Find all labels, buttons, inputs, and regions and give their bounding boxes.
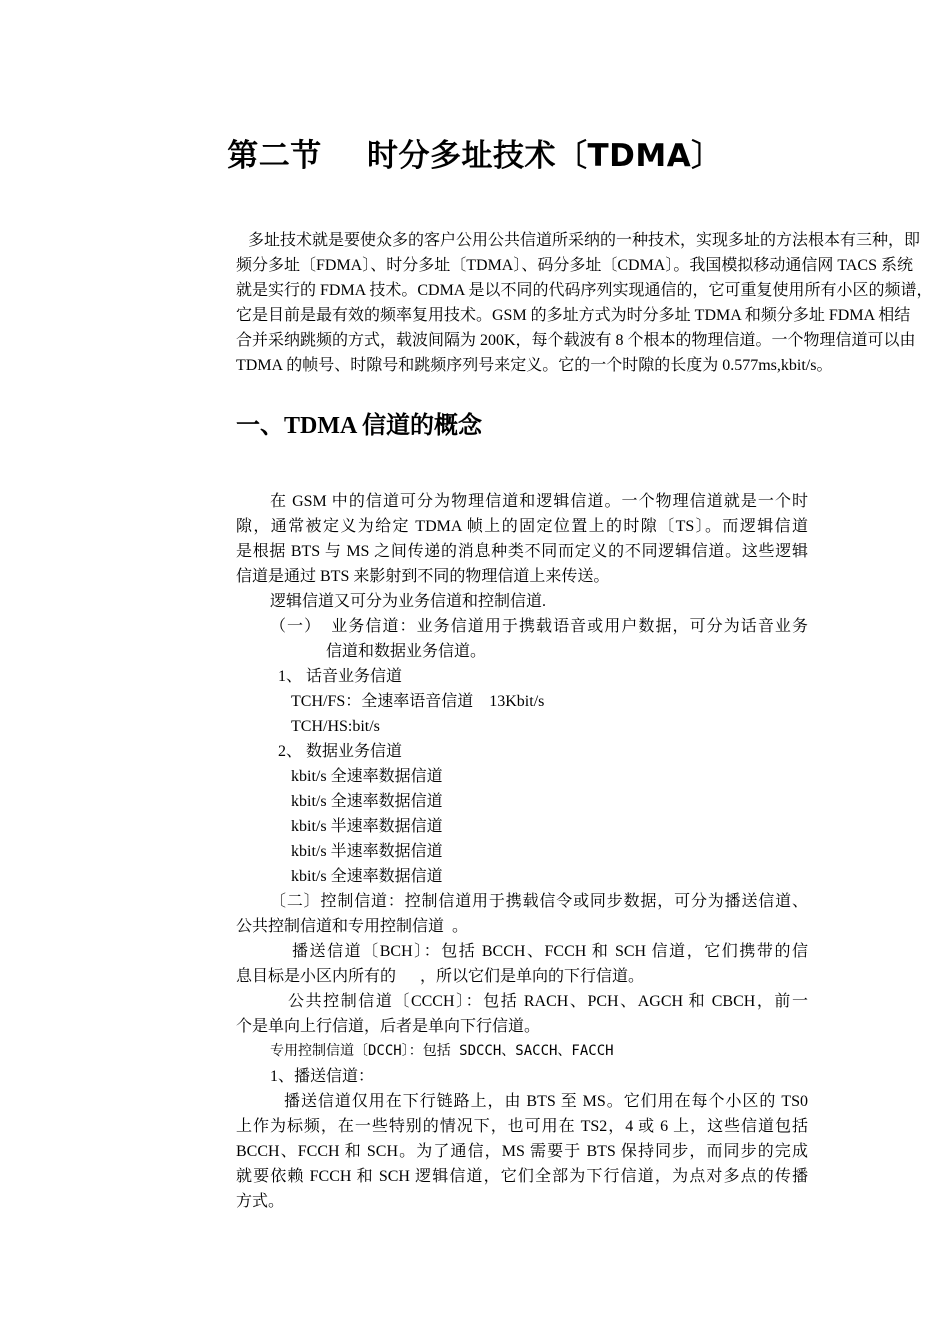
body-line: 〔二〕控制信道：控制信道用于携载信令或同步数据，可分为播送信道、 <box>270 893 808 910</box>
body-line: 信道是通过 BTS 来影射到不同的物理信道上来传送。 <box>236 568 610 585</box>
body-line: 专用控制信道〔DCCH〕：包括 SDCCH、SACCH、FACCH <box>270 1043 614 1059</box>
intro-paragraph <box>236 228 950 378</box>
body-line: （一） 业务信道：业务信道用于携载语音或用户数据，可分为话音业务 <box>270 618 808 635</box>
body-line: 在 GSM 中的信道可分为物理信道和逻辑信道。一个物理信道就是一个时 <box>270 493 808 510</box>
body-line: 就要依赖 FCCH 和 SCH 逻辑信道，它们全部为下行信道，为点对多点的传播 <box>236 1168 808 1185</box>
body-line: 1、播送信道： <box>270 1068 375 1085</box>
body-line: 个是单向上行信道，后者是单向下行信道。 <box>236 1018 541 1035</box>
body-line: kbit/s 半速率数据信道 <box>291 818 443 835</box>
section-heading: 一、TDMA 信道的概念 <box>236 413 482 439</box>
body-line: TCH/HS:bit/s <box>291 718 380 735</box>
body-line: kbit/s 全速率数据信道 <box>291 793 443 810</box>
body-line: kbit/s 全速率数据信道 <box>291 768 443 785</box>
body-line: 隙，通常被定义为给定 TDMA 帧上的固定位置上的时隙〔TS〕。而逻辑信道 <box>236 518 808 535</box>
intro-line: 频分多址〔FDMA〕、时分多址〔TDMA〕、码分多址〔CDMA〕。我国模拟移动通信网 TACS 系统 <box>236 257 913 274</box>
body-line: 公共控制信道和专用控制信道 。 <box>236 918 469 935</box>
intro-line: 多址技术就是要使众多的客户公用公共信道所采纳的一种技术，实现多址的方法根本有三种，即 <box>236 232 921 249</box>
body-line: TCH/FS：全速率语音信道 13Kbit/s <box>291 693 545 710</box>
body-line: 1、 话音业务信道 <box>278 668 403 685</box>
body-line: 信道和数据业务信道。 <box>326 643 487 660</box>
body-line: BCCH、FCCH 和 SCH。为了通信，MS 需要于 BTS 保持同步，而同步的完成 <box>236 1143 808 1160</box>
body-line: 2、 数据业务信道 <box>278 743 403 760</box>
body-line: 公共控制信道〔CCCH〕：包括 RACH、PCH、AGCH 和 CBCH，前一 <box>288 993 808 1010</box>
body-line: kbit/s 全速率数据信道 <box>291 868 443 885</box>
body-line: 方式。 <box>236 1193 285 1210</box>
intro-line: 就是实行的 FDMA 技术。CDMA 是以不同的代码序列实现通信的，它可重复使用所有小区的频谱， <box>236 282 933 299</box>
body-line: 逻辑信道又可分为业务信道和控制信道. <box>270 593 547 610</box>
body-line: 息目标是小区内所有的 ，所以它们是单向的下行信道。 <box>236 968 645 985</box>
body-line: 是根据 BTS 与 MS 之间传递的消息种类不同而定义的不同逻辑信道。这些逻辑 <box>236 543 808 560</box>
intro-line: 它是目前是最有效的频率复用技术。GSM 的多址方式为时分多址 TDMA 和频分多址 FDMA 相结 <box>236 307 911 324</box>
section-body <box>236 489 808 1214</box>
body-line: 播送信道〔BCH〕：包括 BCCH、FCCH 和 SCH 信道，它们携带的信 <box>292 943 808 960</box>
intro-line: 合并采纳跳频的方式，载波间隔为 200K，每个载波有 8 个根本的物理信道。一个物理信道可以由 <box>236 332 916 349</box>
page-title: 第二节 时分多址技术〔TDMA〕 <box>227 138 723 174</box>
body-line: 播送信道仅用在下行链路上，由 BTS 至 MS。它们用在每个小区的 TS0 <box>284 1093 808 1110</box>
body-line: 上作为标频，在一些特别的情况下，也可用在 TS2，4 或 6 上，这些信道包括 <box>236 1118 808 1135</box>
intro-line: TDMA 的帧号、时隙号和跳频序列号来定义。它的一个时隙的长度为 0.577ms,kbit/s。 <box>236 357 833 374</box>
body-line: kbit/s 半速率数据信道 <box>291 843 443 860</box>
